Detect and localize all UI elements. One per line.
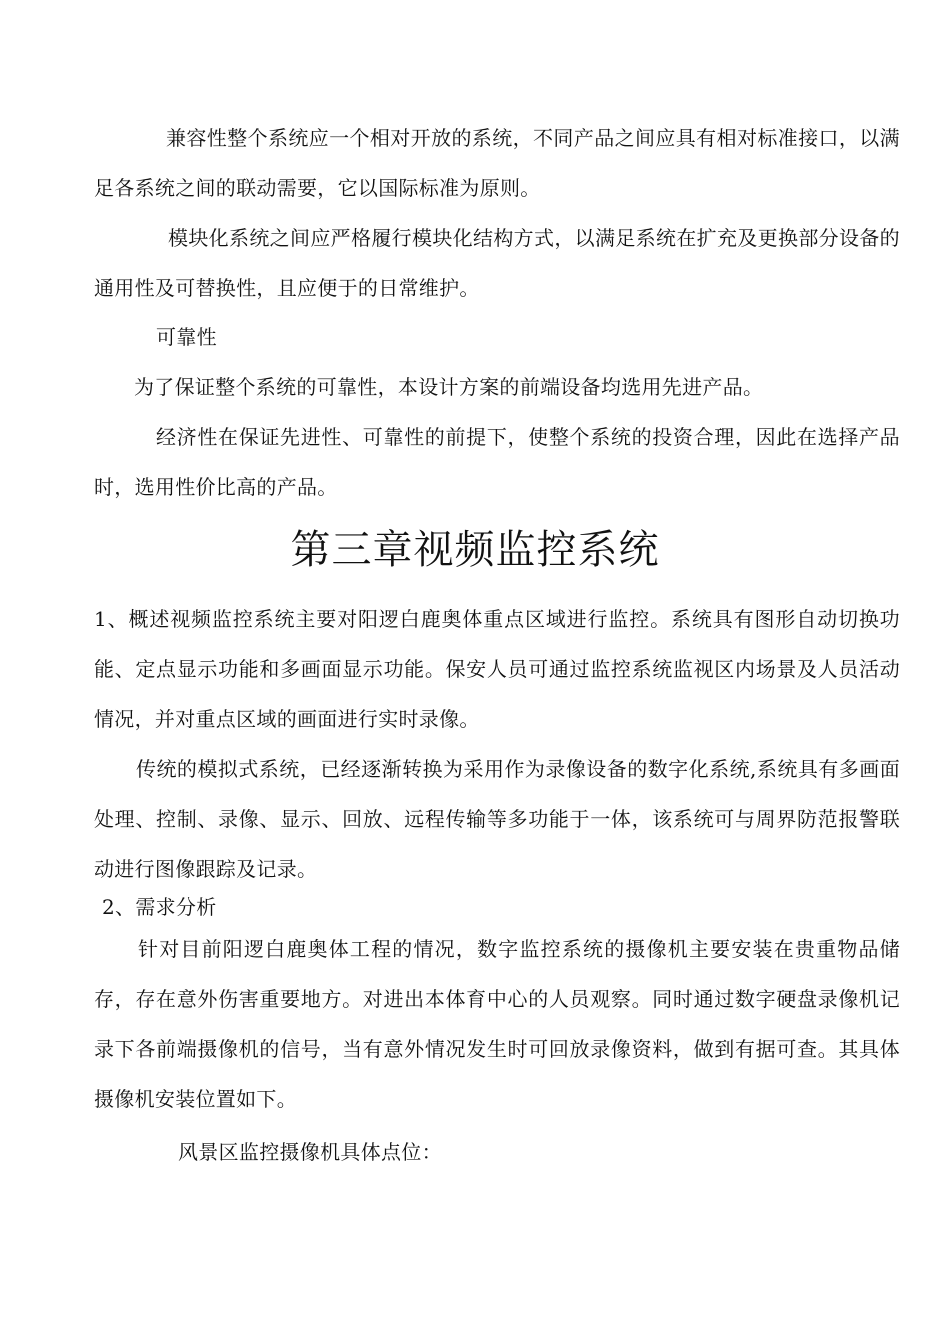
needs-analysis-paragraph: 针对目前阳逻白鹿奥体工程的情况，数字监控系统的摄像机主要安装在贵重物品储存，存在意外伤害重要地方。对进出本体育中心的人员观察。同时通过数字硬盘录像机记录下各前端摄像机的信号，当有意外情况发生时可回放录像资料，做到有据可查。其具体摄像机安装位置如下。 bbox=[94, 937, 900, 1111]
chapter-title: 第三章视频监控系统 bbox=[290, 527, 660, 573]
economy-paragraph: 经济性在保证先进性、可靠性的前提下，使整个系统的投资合理，因此在选择产品时，选用性价比高的产品。 bbox=[94, 425, 900, 499]
reliability-paragraph: 为了保证整个系统的可靠性，本设计方案的前端设备均选用先进产品。 bbox=[134, 375, 764, 399]
modularity-paragraph: 模块化系统之间应严格履行模块化结构方式，以满足系统在扩充及更换部分设备的通用性及可替换性，且应便于的日常维护。 bbox=[94, 226, 900, 300]
overview-paragraph: 1、概述视频监控系统主要对阳逻白鹿奥体重点区域进行监控。系统具有图形自动切换功能、定点显示功能和多画面显示功能。保安人员可通过监控系统监视区内场景及人员活动情况，并对重点区域的画面进行实时录像。 bbox=[94, 607, 900, 731]
camera-points-label: 风景区监控摄像机具体点位： bbox=[178, 1140, 442, 1164]
reliability-heading: 可靠性 bbox=[156, 325, 217, 349]
compatibility-paragraph: 兼容性整个系统应一个相对开放的系统，不同产品之间应具有相对标准接口，以满足各系统之间的联动需要，它以国际标准为原则。 bbox=[94, 126, 900, 200]
needs-analysis-heading: 2、需求分析 bbox=[102, 895, 217, 919]
traditional-system-paragraph: 传统的模拟式系统，已经逐渐转换为采用作为录像设备的数字化系统,系统具有多画面处理、控制、录像、显示、回放、远程传输等多功能于一体，该系统可与周界防范报警联动进行图像跟踪及记录。 bbox=[94, 757, 900, 881]
